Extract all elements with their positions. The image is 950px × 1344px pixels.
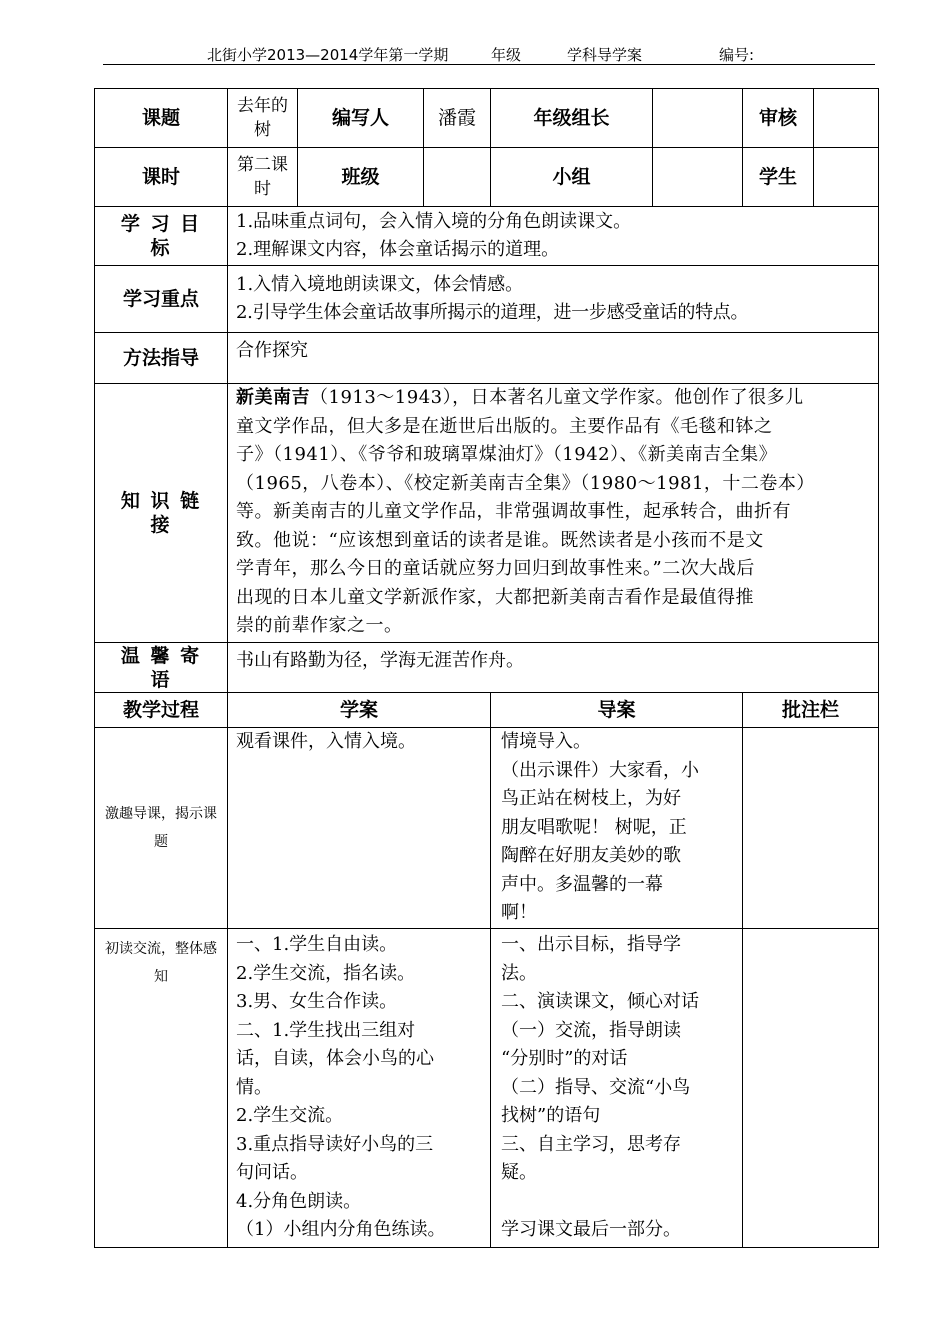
- author-name: 新美南吉: [236, 387, 310, 408]
- guide-line: [501, 1188, 736, 1217]
- study-line: 4.分角色朗读。: [236, 1190, 362, 1212]
- header-school-term: 北街小学2013—2014学年第一学期: [207, 46, 449, 64]
- study-line: 3.男、女生合作读。: [236, 991, 398, 1012]
- header-subject: 学科导学案: [567, 46, 643, 64]
- guide-line: 声中。多温馨的一幕: [501, 873, 663, 895]
- header-grade: 年级: [491, 46, 522, 64]
- focus-line: 1.入情入境地朗读课文，体会情感。: [236, 273, 524, 295]
- topic-value: 去年的树: [228, 89, 298, 148]
- table-row: [95, 929, 879, 1248]
- writer-value: 潘霞: [424, 89, 491, 148]
- knowledge-label: 知 识 链 接: [95, 384, 228, 643]
- goals-content: [228, 207, 879, 266]
- study-line: 一、1.学生自由读。: [236, 934, 398, 955]
- stage-cell: 初读交流，整体感知: [95, 929, 228, 1248]
- knowledge-content: [228, 384, 879, 643]
- class-value: [424, 148, 491, 207]
- header-number: 编号:: [719, 46, 755, 64]
- knowledge-line: （1965，八卷本）、《校定新美南吉全集》（1980～1981，十二卷本）: [236, 472, 815, 494]
- row-knowledge: [95, 384, 879, 643]
- study-line: 话，自读，体会小鸟的心: [236, 1048, 434, 1069]
- study-line: （1）小组内分角色练读。: [236, 1219, 446, 1240]
- row-method: [95, 333, 879, 384]
- period-label: 课时: [95, 148, 228, 207]
- student-value: [814, 148, 879, 207]
- knowledge-line: 学青年，那么今日的童话就应努力回归到故事性来。”二次大战后: [236, 558, 755, 579]
- guide-line: 法。: [501, 962, 537, 984]
- group-label: 小组: [491, 148, 653, 207]
- process-header-row: [95, 693, 879, 728]
- student-label: 学生: [743, 148, 814, 207]
- study-line: 2.学生交流。: [236, 1105, 344, 1126]
- period-value: 第二课时: [228, 148, 298, 207]
- knowledge-line: 出现的日本儿童文学新派作家，大都把新美南吉看作是最值得推: [236, 586, 754, 608]
- guide-line: （出示课件）大家看，小: [501, 759, 699, 781]
- focus-label: 学习重点: [95, 266, 228, 333]
- guide-line: 二、演读课文，倾心对话: [501, 991, 699, 1012]
- group-value: [653, 148, 743, 207]
- knowledge-line: 童文学作品，但大多是在逝世后出版的。主要作品有《毛毯和钵之: [236, 415, 773, 437]
- writer-label: 编写人: [298, 89, 424, 148]
- goal-line: 1.品味重点词句，会入情入境的分角色朗读课文。: [236, 210, 632, 232]
- goal-line: 2.理解课文内容，体会童话揭示的道理。: [236, 239, 560, 260]
- row-goals: [95, 207, 879, 266]
- method-label: 方法指导: [95, 333, 228, 384]
- knowledge-line: 等。新美南吉的儿童文学作品，非常强调故事性，起承转合，曲折有: [236, 501, 791, 522]
- focus-line: 2.引导学生体会童话故事所揭示的道理，进一步感受童话的特点。: [236, 302, 749, 323]
- col-header-notes: 批注栏: [743, 693, 879, 728]
- method-content: 合作探究: [228, 333, 879, 384]
- study-line: 2.学生交流，指名读。: [236, 962, 416, 984]
- row-focus: [95, 266, 879, 333]
- guide-line: （一）交流，指导朗读: [501, 1019, 681, 1041]
- guide-line: 找树”的语句: [501, 1105, 601, 1126]
- study-line: 句问话。: [236, 1162, 308, 1183]
- row-message: [95, 643, 879, 693]
- study-line: 3.重点指导读好小鸟的三: [236, 1133, 434, 1155]
- guide-line: “分别时”的对话: [501, 1048, 628, 1069]
- guide-line: 朋友唱歌呢！ 树呢，正: [501, 816, 687, 838]
- guide-line: 鸟正站在树枝上，为好: [501, 788, 681, 809]
- guide-line: 一、出示目标，指导学: [501, 934, 681, 955]
- study-line: 观看课件，入情入境。: [236, 731, 416, 752]
- guide-line: 陶醉在好朋友美妙的歌: [501, 845, 681, 866]
- notes-cell: [743, 728, 879, 929]
- col-header-stage: 教学过程: [95, 693, 228, 728]
- col-header-study: 学案: [228, 693, 491, 728]
- guide-cell: [491, 728, 743, 929]
- leader-value: [653, 89, 743, 148]
- message-content: 书山有路勤为径，学海无涯苦作舟。: [228, 643, 879, 693]
- guide-line: 学习课文最后一部分。: [501, 1219, 681, 1240]
- review-label: 审核: [743, 89, 814, 148]
- class-label: 班级: [298, 148, 424, 207]
- study-cell: [228, 728, 491, 929]
- study-cell: [228, 929, 491, 1248]
- row-topic: [95, 89, 879, 148]
- knowledge-line: 子》（1941）、《爷爷和玻璃罩煤油灯》（1942）、《新美南吉全集》: [236, 444, 778, 465]
- message-label: 温 馨 寄 语: [95, 643, 228, 693]
- guide-line: 情境导入。: [501, 731, 591, 752]
- goals-label: 学 习 目 标: [95, 207, 228, 266]
- guide-line: （二）指导、交流“小鸟: [501, 1076, 691, 1098]
- knowledge-line: （1913～1943），日本著名儿童文学作家。他创作了很多儿: [310, 387, 804, 408]
- stage-cell: 激趣导课，揭示课题: [95, 728, 228, 929]
- focus-content: [228, 266, 879, 333]
- study-line: 情。: [236, 1076, 272, 1098]
- guide-line: 三、自主学习，思考存: [501, 1133, 681, 1155]
- leader-label: 年级组长: [491, 89, 653, 148]
- page-header: [103, 40, 875, 65]
- topic-label: 课题: [95, 89, 228, 148]
- knowledge-line: 崇的前辈作家之一。: [236, 615, 403, 636]
- guide-line: 疑。: [501, 1162, 537, 1183]
- table-row: [95, 728, 879, 929]
- notes-cell: [743, 929, 879, 1248]
- row-period: [95, 148, 879, 207]
- col-header-guide: 导案: [491, 693, 743, 728]
- guide-line: 啊！: [501, 902, 537, 923]
- study-line: 二、1.学生找出三组对: [236, 1019, 416, 1041]
- guide-cell: [491, 929, 743, 1248]
- review-value: [814, 89, 879, 148]
- lesson-plan-table: [94, 88, 879, 1248]
- knowledge-line: 致。他说：“应该想到童话的读者是谁。既然读者是小孩而不是文: [236, 529, 764, 551]
